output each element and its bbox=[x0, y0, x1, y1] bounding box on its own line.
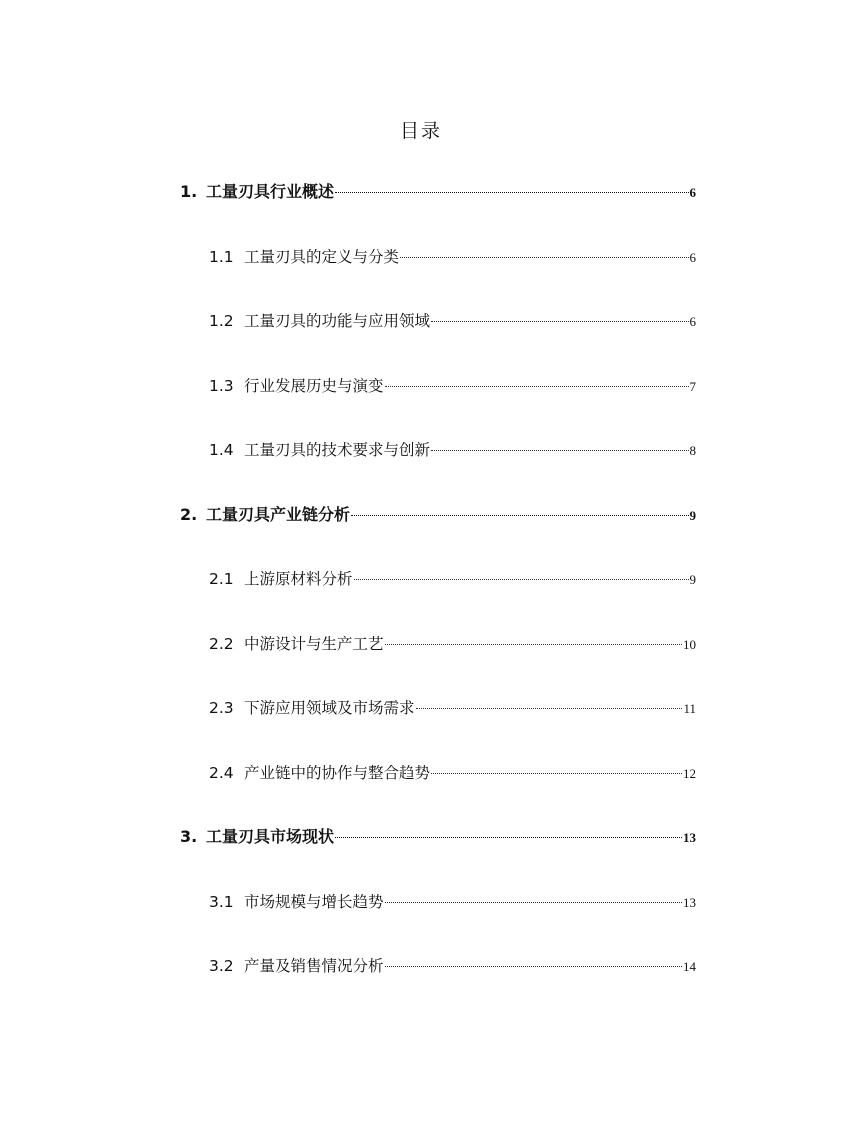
toc-section-entry[interactable] bbox=[209, 697, 696, 719]
toc-section-entry[interactable] bbox=[209, 633, 696, 655]
toc-entry-title: 工量刃具的技术要求与创新 bbox=[244, 441, 431, 459]
toc-entry-page-number: 13 bbox=[683, 894, 696, 910]
toc-entry-title: 下游应用领域及市场需求 bbox=[244, 699, 415, 717]
toc-dot-leader bbox=[431, 450, 688, 451]
toc-entry-page-number: 6 bbox=[689, 249, 696, 265]
toc-section-entry[interactable] bbox=[209, 310, 696, 332]
toc-entry-title: 产量及销售情况分析 bbox=[244, 957, 384, 975]
toc-entry-title: 中游设计与生产工艺 bbox=[244, 634, 384, 653]
toc-entry-page-number: 11 bbox=[683, 701, 696, 716]
toc-entry-number: 2.4 bbox=[209, 763, 234, 782]
toc-entry-page-number: 7 bbox=[689, 378, 696, 394]
toc-entry-page-number: 6 bbox=[689, 314, 696, 329]
toc-dot-leader bbox=[431, 321, 688, 322]
toc-entry-number: 2.1 bbox=[209, 570, 234, 588]
toc-dot-leader bbox=[351, 515, 688, 516]
toc-entry-page-number: 9 bbox=[689, 572, 696, 587]
toc-entry-number: 2.2 bbox=[209, 634, 234, 653]
toc-chapter-entry[interactable] bbox=[180, 181, 696, 203]
toc-dot-leader bbox=[335, 192, 688, 193]
toc-entry-title: 行业发展历史与演变 bbox=[244, 376, 384, 395]
toc-entry-title: 工量刃具市场现状 bbox=[206, 827, 335, 846]
toc-entry-title: 工量刃具行业概述 bbox=[206, 182, 335, 201]
toc-entry-page-number: 9 bbox=[689, 507, 696, 523]
toc-entry-title: 工量刃具的定义与分类 bbox=[244, 247, 400, 266]
toc-entry-number: 1. bbox=[180, 182, 198, 201]
toc-entry-number: 1.2 bbox=[209, 312, 234, 330]
toc-entry-page-number: 14 bbox=[683, 959, 696, 974]
toc-dot-leader bbox=[400, 257, 688, 258]
toc-dot-leader bbox=[335, 837, 682, 838]
toc-entry-page-number: 6 bbox=[689, 185, 696, 200]
toc-entry-page-number: 10 bbox=[683, 636, 696, 652]
toc-dot-leader bbox=[385, 386, 689, 387]
toc-entry-number: 1.4 bbox=[209, 441, 234, 459]
toc-section-entry[interactable] bbox=[209, 568, 696, 590]
toc-entry-title: 市场规模与增长趋势 bbox=[244, 892, 384, 911]
toc-section-entry[interactable] bbox=[209, 955, 696, 977]
toc-entry-number: 3. bbox=[180, 827, 198, 846]
toc-entry-title: 工量刃具的功能与应用领域 bbox=[244, 312, 431, 330]
toc-chapter-entry[interactable] bbox=[180, 826, 696, 848]
toc-entry-number: 3.2 bbox=[209, 957, 234, 975]
toc-dot-leader bbox=[385, 902, 682, 903]
toc-dot-leader bbox=[385, 644, 682, 645]
toc-entry-number: 2. bbox=[180, 504, 198, 524]
toc-entry-number: 2.3 bbox=[209, 699, 234, 717]
toc-chapter-entry[interactable] bbox=[180, 504, 696, 526]
toc-entry-number: 1.3 bbox=[209, 376, 234, 395]
toc-entry-title: 工量刃具产业链分析 bbox=[206, 504, 351, 524]
toc-section-entry[interactable] bbox=[209, 891, 696, 913]
toc-dot-leader bbox=[385, 966, 682, 967]
toc-entry-title: 产业链中的协作与整合趋势 bbox=[244, 763, 431, 782]
toc-dot-leader bbox=[354, 579, 689, 580]
toc-dot-leader bbox=[416, 708, 683, 709]
toc-dot-leader bbox=[431, 773, 682, 774]
toc-entry-number: 3.1 bbox=[209, 892, 234, 911]
toc-section-entry[interactable] bbox=[209, 439, 696, 461]
toc-section-entry[interactable] bbox=[209, 375, 696, 397]
toc-entry-page-number: 8 bbox=[689, 443, 696, 458]
toc-section-entry[interactable] bbox=[209, 762, 696, 784]
toc-entry-page-number: 12 bbox=[683, 765, 696, 781]
toc-entry-number: 1.1 bbox=[209, 247, 234, 266]
toc-entry-page-number: 13 bbox=[683, 830, 696, 845]
toc-title: 目录 bbox=[399, 120, 442, 142]
toc-entry-title: 上游原材料分析 bbox=[244, 570, 353, 588]
toc-section-entry[interactable] bbox=[209, 246, 696, 268]
